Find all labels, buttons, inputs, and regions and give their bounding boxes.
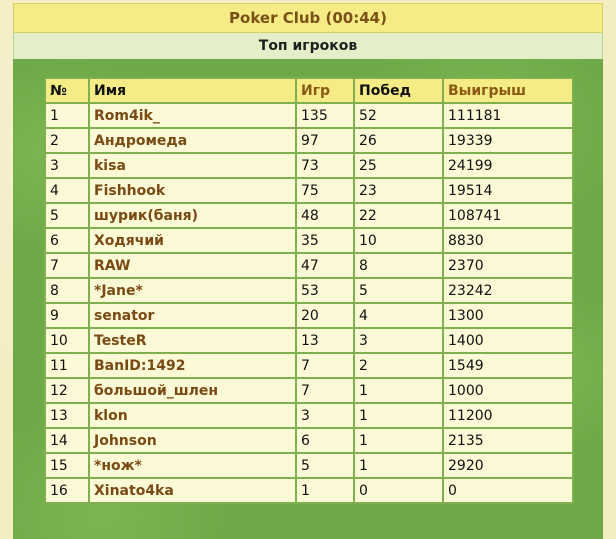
rank-cell: 1 — [45, 103, 89, 128]
rank-cell: 3 — [45, 153, 89, 178]
games-cell: 3 — [296, 403, 354, 428]
wins-cell: 23 — [354, 178, 443, 203]
player-name-link[interactable]: Xinato4ka — [89, 478, 296, 503]
player-name-link[interactable]: шурик(баня) — [89, 203, 296, 228]
wins-cell: 4 — [354, 303, 443, 328]
winnings-cell: 24199 — [443, 153, 573, 178]
wins-cell: 5 — [354, 278, 443, 303]
header-winnings[interactable]: Выигрыш — [443, 78, 573, 103]
winnings-cell: 19514 — [443, 178, 573, 203]
winnings-cell: 0 — [443, 478, 573, 503]
rank-cell: 13 — [45, 403, 89, 428]
winnings-cell: 2135 — [443, 428, 573, 453]
table-row — [45, 328, 573, 353]
wins-cell: 0 — [354, 478, 443, 503]
player-name-link[interactable]: Rom4ik_ — [89, 103, 296, 128]
rank-cell: 9 — [45, 303, 89, 328]
wins-cell: 1 — [354, 453, 443, 478]
rank-cell: 4 — [45, 178, 89, 203]
games-cell: 6 — [296, 428, 354, 453]
leaderboard-table — [44, 77, 574, 504]
winnings-cell: 111181 — [443, 103, 573, 128]
player-name-link[interactable]: TesteR — [89, 328, 296, 353]
games-cell: 73 — [296, 153, 354, 178]
rank-cell: 8 — [45, 278, 89, 303]
rank-cell: 12 — [45, 378, 89, 403]
player-name-link[interactable]: Johnson — [89, 428, 296, 453]
games-cell: 47 — [296, 253, 354, 278]
player-name-link[interactable]: *Jane* — [89, 278, 296, 303]
games-cell: 5 — [296, 453, 354, 478]
table-body — [45, 103, 573, 503]
games-cell: 48 — [296, 203, 354, 228]
player-name-link[interactable]: senator — [89, 303, 296, 328]
rank-cell: 15 — [45, 453, 89, 478]
player-name-link[interactable]: Ходячий — [89, 228, 296, 253]
wins-cell: 1 — [354, 378, 443, 403]
table-row — [45, 203, 573, 228]
table-row — [45, 278, 573, 303]
player-name-link[interactable]: Андромеда — [89, 128, 296, 153]
rank-cell: 11 — [45, 353, 89, 378]
wins-cell: 22 — [354, 203, 443, 228]
rank-cell: 6 — [45, 228, 89, 253]
table-row — [45, 378, 573, 403]
games-cell: 35 — [296, 228, 354, 253]
games-cell: 75 — [296, 178, 354, 203]
wins-cell: 8 — [354, 253, 443, 278]
table-row — [45, 478, 573, 503]
player-name-link[interactable]: *нож* — [89, 453, 296, 478]
table-row — [45, 428, 573, 453]
header-wins[interactable]: Побед — [354, 78, 443, 103]
table-header-row — [45, 78, 573, 103]
games-cell: 20 — [296, 303, 354, 328]
section-heading: Топ игроков — [13, 33, 603, 59]
wins-cell: 10 — [354, 228, 443, 253]
player-name-link[interactable]: klon — [89, 403, 296, 428]
winnings-cell: 19339 — [443, 128, 573, 153]
games-cell: 135 — [296, 103, 354, 128]
rank-cell: 16 — [45, 478, 89, 503]
player-name-link[interactable]: BanID:1492 — [89, 353, 296, 378]
wins-cell: 1 — [354, 428, 443, 453]
header-number[interactable]: № — [45, 78, 89, 103]
winnings-cell: 1549 — [443, 353, 573, 378]
table-row — [45, 453, 573, 478]
leaderboard-container — [44, 77, 572, 504]
games-cell: 97 — [296, 128, 354, 153]
player-name-link[interactable]: Fishhook — [89, 178, 296, 203]
table-row — [45, 103, 573, 128]
page-title: Poker Club (00:44) — [13, 3, 603, 33]
player-name-link[interactable]: kisa — [89, 153, 296, 178]
header-games[interactable]: Игр — [296, 78, 354, 103]
table-row — [45, 178, 573, 203]
wins-cell: 25 — [354, 153, 443, 178]
table-row — [45, 353, 573, 378]
wins-cell: 52 — [354, 103, 443, 128]
games-cell: 13 — [296, 328, 354, 353]
rank-cell: 14 — [45, 428, 89, 453]
games-cell: 1 — [296, 478, 354, 503]
games-cell: 53 — [296, 278, 354, 303]
table-row — [45, 228, 573, 253]
winnings-cell: 2370 — [443, 253, 573, 278]
rank-cell: 7 — [45, 253, 89, 278]
winnings-cell: 108741 — [443, 203, 573, 228]
winnings-cell: 23242 — [443, 278, 573, 303]
winnings-cell: 1400 — [443, 328, 573, 353]
winnings-cell: 2920 — [443, 453, 573, 478]
player-name-link[interactable]: RAW — [89, 253, 296, 278]
wins-cell: 3 — [354, 328, 443, 353]
wins-cell: 2 — [354, 353, 443, 378]
rank-cell: 2 — [45, 128, 89, 153]
table-row — [45, 403, 573, 428]
table-row — [45, 253, 573, 278]
table-row — [45, 303, 573, 328]
winnings-cell: 8830 — [443, 228, 573, 253]
winnings-cell: 1000 — [443, 378, 573, 403]
table-row — [45, 153, 573, 178]
table-row — [45, 128, 573, 153]
games-cell: 7 — [296, 378, 354, 403]
winnings-cell: 1300 — [443, 303, 573, 328]
rank-cell: 5 — [45, 203, 89, 228]
wins-cell: 1 — [354, 403, 443, 428]
wins-cell: 26 — [354, 128, 443, 153]
games-cell: 7 — [296, 353, 354, 378]
player-name-link[interactable]: большой_шлен — [89, 378, 296, 403]
header-name[interactable]: Имя — [89, 78, 296, 103]
rank-cell: 10 — [45, 328, 89, 353]
winnings-cell: 11200 — [443, 403, 573, 428]
